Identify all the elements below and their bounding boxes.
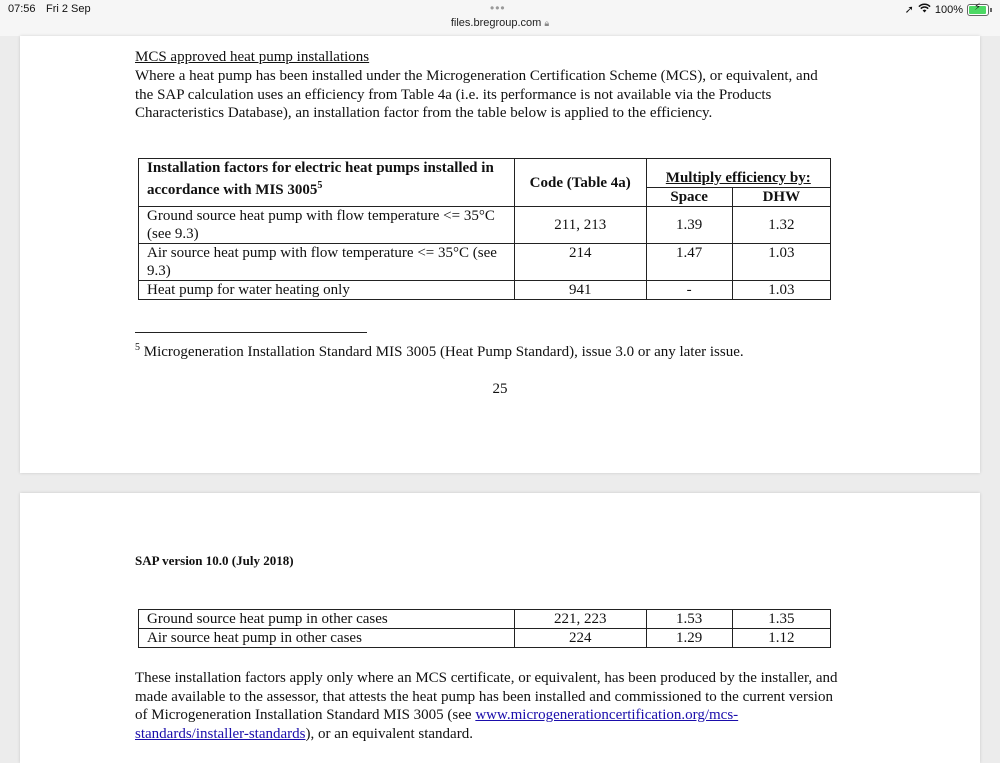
status-icons — [905, 3, 992, 16]
footnote-number: 5 — [135, 342, 140, 353]
page-header: SAP version 10.0 (July 2018) — [135, 553, 294, 568]
row-space: 1.29 — [646, 629, 732, 648]
other-cases-table — [138, 609, 831, 648]
table-row — [139, 281, 831, 300]
row-code: 214 — [514, 244, 646, 281]
lock-icon: 🔒︎ — [544, 18, 550, 28]
row-code: 224 — [514, 629, 646, 648]
row-code: 211, 213 — [514, 207, 646, 244]
url-text: files.bregroup.com — [450, 17, 542, 29]
header-multiply: Multiply efficiency by: — [646, 159, 830, 188]
row-description: Air source heat pump in other cases — [139, 629, 515, 648]
table-row — [139, 629, 831, 648]
row-description: Air source heat pump with flow temperature <= 35°C (see 9.3) — [139, 244, 515, 281]
table-header-row — [139, 159, 831, 188]
location-icon: ➚ — [904, 4, 914, 16]
footnote-divider — [135, 332, 367, 333]
row-space: 1.53 — [646, 610, 732, 629]
status-bar — [0, 0, 1000, 36]
paragraph: These installation factors apply only where an MCS certificate, or equivalent, has been produced by the installer, and made available to the assessor, that attests the heat pump has been installed and commissioned to the current version of Microgeneration Installation Standard MIS 3005 (see www.microgenerationcertification.org/mcs-standards/installer-standards), or an equivalent standard. — [135, 670, 838, 742]
footnote-text: Microgeneration Installation Standard MIS 3005 (Heat Pump Standard), issue 3.0 or any later issue. — [143, 344, 744, 360]
more-dots-icon[interactable]: ••• — [490, 1, 506, 15]
row-space: - — [646, 281, 732, 300]
header-description: Installation factors for electric heat pumps installed in accordance with MIS 3005$^5$ — [139, 159, 515, 207]
footnote — [135, 342, 744, 361]
row-code: 221, 223 — [514, 610, 646, 629]
header-code: Code (Table 4a) — [514, 159, 646, 207]
page-number: 25 — [492, 381, 508, 397]
row-dhw: 1.03 — [732, 281, 830, 300]
mcs-standards-link[interactable]: www.microgenerationcertification.org/mcs-standards/installer-standards — [135, 707, 739, 742]
clock: 07:56 — [8, 3, 36, 15]
row-space: 1.47 — [646, 244, 732, 281]
table-row — [139, 610, 831, 629]
row-dhw: 1.32 — [732, 207, 830, 244]
document-page — [20, 493, 980, 763]
header-dhw: DHW — [732, 188, 830, 207]
row-description: Ground source heat pump with flow temperature <= 35°C (see 9.3) — [139, 207, 515, 244]
row-dhw: 1.03 — [732, 244, 830, 281]
battery-icon: ⚡︎ — [967, 4, 989, 16]
document-page — [20, 36, 980, 473]
paragraph: Where a heat pump has been installed under the Microgeneration Certification Scheme (MCS), or equivalent, and the SAP calculation uses an efficiency from Table 4a (i.e. its performance is not available via the Products Characteristics Database), an installation factor from the table below is applied to the efficiency. — [135, 68, 818, 121]
section-heading: MCS approved heat pump installations — [135, 49, 370, 65]
table-row — [139, 244, 831, 281]
row-space: 1.39 — [646, 207, 732, 244]
row-code: 941 — [514, 281, 646, 300]
installation-factors-table — [138, 158, 831, 300]
address-bar[interactable] — [0, 17, 1000, 29]
header-space: Space — [646, 188, 732, 207]
row-description: Heat pump for water heating only — [139, 281, 515, 300]
battery-percent: 100% — [934, 3, 963, 16]
date: Fri 2 Sep — [46, 3, 91, 15]
row-description: Ground source heat pump in other cases — [139, 610, 515, 629]
row-dhw: 1.35 — [732, 610, 830, 629]
row-dhw: 1.12 — [732, 629, 830, 648]
table-row — [139, 207, 831, 244]
wifi-icon — [918, 3, 931, 16]
